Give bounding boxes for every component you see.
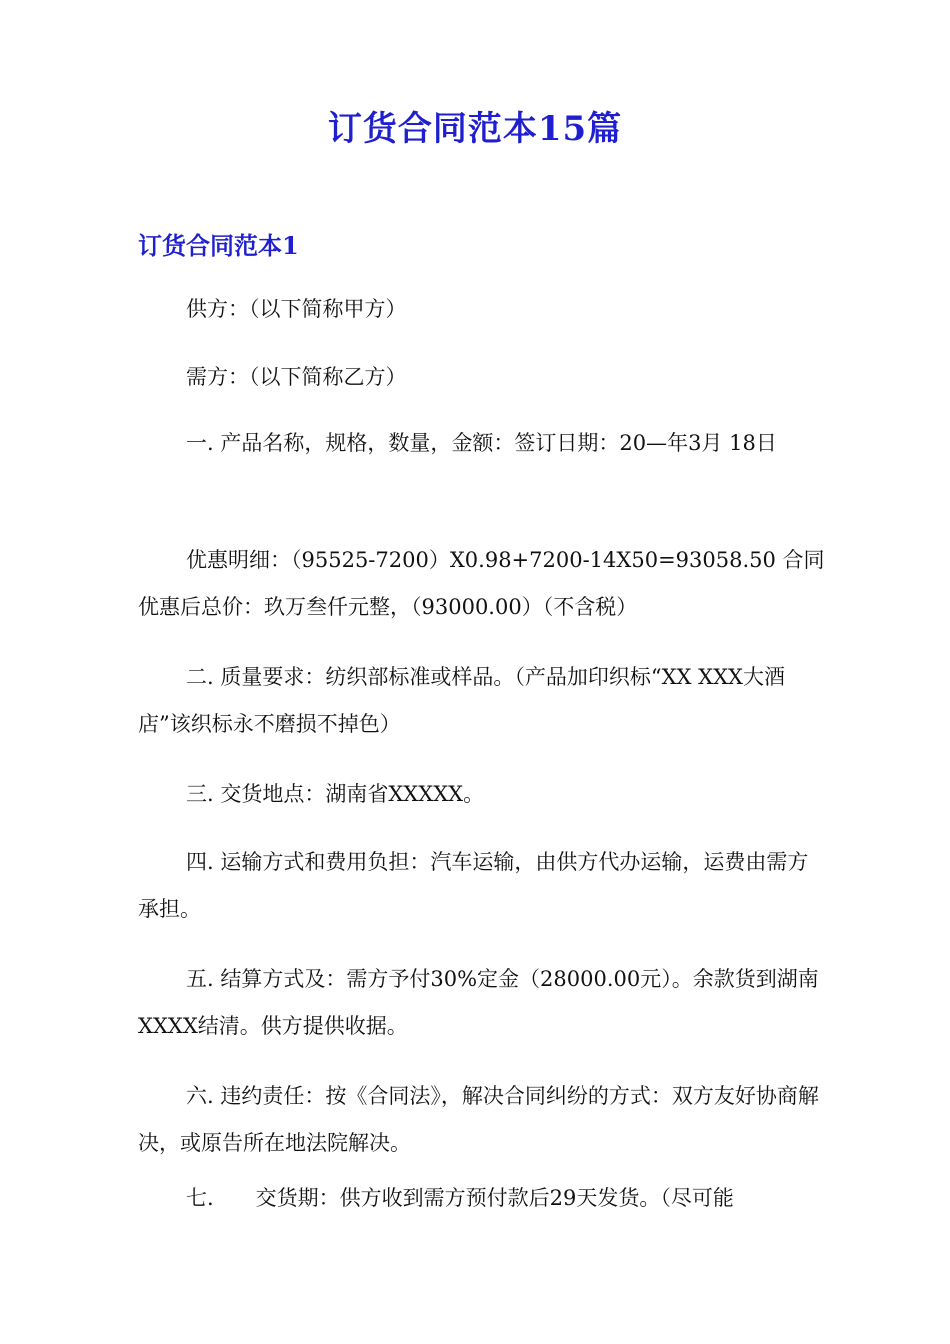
section-heading: 订货合同范本1 xyxy=(138,231,299,260)
paragraph-delivery-period: 七. 交货期：供方收到需方预付款后29天发货。（尽可能 xyxy=(186,1186,734,1210)
paragraph-product-info: 一. 产品名称，规格，数量，金额：签订日期：20—年3月 18日 xyxy=(186,431,777,455)
paragraph-supplier: 供方：（以下简称甲方） xyxy=(186,297,407,321)
paragraph-delivery-location: 三. 交货地点：湖南省XXXXX。 xyxy=(186,782,485,806)
paragraph-discount-detail: 优惠明细：（95525-7200）X0.98+7200-14X50=93058.50 合同优惠后总价：玖万叁仟元整，（93000.00）（不含税） xyxy=(138,548,825,619)
document-title: 订货合同范本15篇 xyxy=(327,109,623,149)
paragraph-transport: 四. 运输方式和费用负担：汽车运输，由供方代办运输，运费由需方承担。 xyxy=(138,850,809,921)
paragraph-quality: 二. 质量要求：纺织部标准或样品。（产品加印织标“XX XXX大酒店”该织标永不磨损不掉色） xyxy=(138,665,786,736)
paragraph-settlement: 五. 结算方式及：需方予付30%定金（28000.00元）。余款货到湖南XXXX结清。供方提供收据。 xyxy=(138,967,819,1038)
paragraph-buyer: 需方：（以下简称乙方） xyxy=(186,365,407,389)
paragraph-liability: 六. 违约责任：按《合同法》，解决合同纠纷的方式：双方友好协商解决，或原告所在地法院解决。 xyxy=(138,1084,819,1155)
